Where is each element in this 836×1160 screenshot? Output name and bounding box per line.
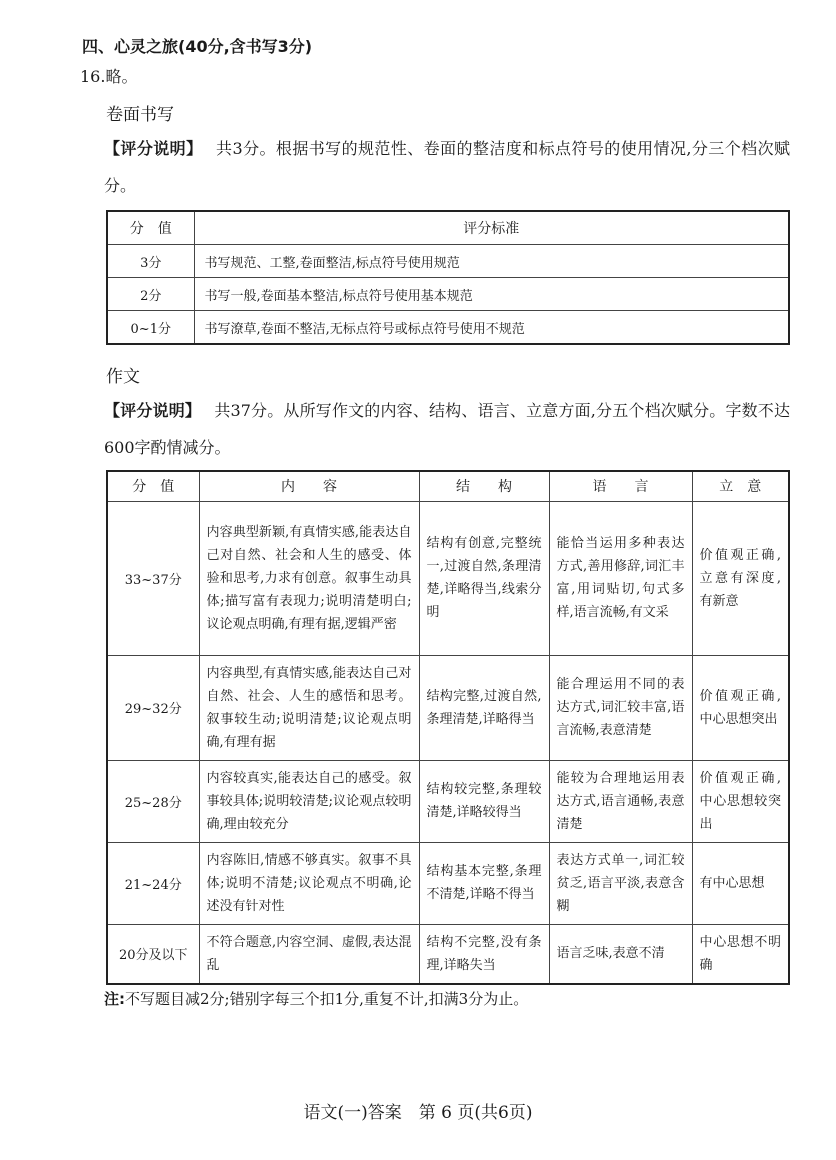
- theme-cell: [692, 842, 789, 924]
- question-16-answer: 16.略。: [80, 67, 138, 86]
- language-cell: [549, 842, 692, 924]
- language-cell: [549, 924, 692, 984]
- content-cell: [199, 760, 419, 842]
- table-row: [107, 760, 789, 842]
- header-score: 分 值: [107, 211, 194, 245]
- score-cell: 0~1分: [107, 311, 194, 345]
- structure-cell: [419, 924, 549, 984]
- header-criteria: 评分标准: [194, 211, 789, 245]
- content-cell: [199, 924, 419, 984]
- section-title: 四、心灵之旅(40分,含书写3分): [82, 37, 313, 56]
- content-text: 内容陈旧,情感不够真实。叙事不具体;说明不清楚;议论观点不明确,论述没有针对性: [206, 852, 412, 914]
- table-header-row: [107, 211, 789, 245]
- writing-heading: 卷面书写: [106, 105, 174, 125]
- table-row: [107, 842, 789, 924]
- content-text: 内容典型新颖,有真情实感,能表达自己对自然、社会和人生的感受、体验和思考,力求有创意。叙事生动具体;描写富有表现力;说明清楚明白;议论观点明确,有理有据,逻辑严密: [206, 524, 412, 632]
- structure-text: 结构不完整,没有条理,详略失当: [426, 934, 542, 973]
- theme-cell: [692, 760, 789, 842]
- header-theme: 立 意: [692, 471, 789, 501]
- theme-cell: [692, 655, 789, 760]
- structure-text: 结构较完整,条理较清楚,详略较得当: [426, 782, 542, 820]
- essay-heading: 作文: [106, 367, 140, 387]
- language-cell: [549, 760, 692, 842]
- table-row: [107, 311, 789, 345]
- table-row: [107, 501, 789, 655]
- writing-score-table: [106, 210, 790, 345]
- essay-note-label: 【评分说明】: [104, 401, 202, 420]
- theme-cell: [692, 924, 789, 984]
- essay-scoring-note: [104, 392, 790, 466]
- table-row: [107, 655, 789, 760]
- structure-text: 结构完整,过渡自然,条理清楚,详略得当: [426, 688, 542, 727]
- content-cell: [199, 501, 419, 655]
- language-cell: [549, 655, 692, 760]
- theme-text: 中心思想不明确: [699, 934, 781, 973]
- table-header-row: [107, 471, 789, 501]
- language-text: 表达方式单一,词汇较贫乏,语言平淡,表意含糊: [556, 852, 685, 914]
- score-cell: 3分: [107, 245, 194, 278]
- score-cell: 2分: [107, 278, 194, 311]
- structure-cell: [419, 760, 549, 842]
- score-cell: 20分及以下: [107, 924, 199, 984]
- theme-cell: [692, 501, 789, 655]
- footnote-text: 不写题目减2分;错别字每三个扣1分,重复不计,扣满3分为止。: [125, 990, 529, 1008]
- theme-text: 价值观正确,中心思想突出: [699, 688, 781, 727]
- header-content: 内 容: [199, 471, 419, 501]
- content-text: 内容典型,有真情实感,能表达自己对自然、社会、人生的感悟和思考。叙事较生动;说明清楚;议论观点明确,有理有据: [206, 665, 412, 750]
- table-row: [107, 278, 789, 311]
- theme-text: 价值观正确,立意有深度,有新意: [699, 547, 781, 609]
- content-cell: [199, 842, 419, 924]
- score-cell: 33~37分: [107, 501, 199, 655]
- score-cell: 21~24分: [107, 842, 199, 924]
- content-cell: [199, 655, 419, 760]
- language-text: 能合理运用不同的表达方式,词汇较丰富,语言流畅,表意清楚: [556, 677, 685, 738]
- criteria-cell: 书写一般,卷面基本整洁,标点符号使用基本规范: [194, 278, 789, 311]
- language-text: 语言乏味,表意不清: [556, 946, 665, 961]
- language-text: 能较为合理地运用表达方式,语言通畅,表意清楚: [556, 770, 685, 832]
- criteria-cell: 书写潦草,卷面不整洁,无标点符号或标点符号使用不规范: [194, 311, 789, 345]
- structure-cell: [419, 501, 549, 655]
- header-structure: 结 构: [419, 471, 549, 501]
- header-score: 分 值: [107, 471, 199, 501]
- theme-text: 价值观正确,中心思想较突出: [699, 770, 781, 832]
- score-cell: 25~28分: [107, 760, 199, 842]
- footnote: [104, 988, 528, 1009]
- language-text: 能恰当运用多种表达方式,善用修辞,词汇丰富,用词贴切,句式多样,语言流畅,有文采: [556, 536, 685, 620]
- structure-cell: [419, 655, 549, 760]
- language-cell: [549, 501, 692, 655]
- table-row: [107, 924, 789, 984]
- criteria-cell: 书写规范、工整,卷面整洁,标点符号使用规范: [194, 245, 789, 278]
- structure-text: 结构基本完整,条理不清楚,详略不得当: [426, 864, 542, 902]
- structure-text: 结构有创意,完整统一,过渡自然,条理清楚,详略得当,线索分明: [426, 536, 542, 620]
- essay-note-text: 共37分。从所写作文的内容、结构、语言、立意方面,分五个档次赋分。字数不达600字酌情减分。: [104, 401, 790, 457]
- header-language: 语 言: [549, 471, 692, 501]
- score-cell: 29~32分: [107, 655, 199, 760]
- structure-cell: [419, 842, 549, 924]
- writing-scoring-note: [104, 130, 790, 204]
- content-text: 内容较真实,能表达自己的感受。叙事较具体;说明较清楚;议论观点较明确,理由较充分: [206, 770, 412, 832]
- writing-note-label: 【评分说明】: [104, 139, 203, 158]
- page-footer: 语文(一)答案 第 6 页(共6页): [303, 1103, 533, 1123]
- table-row: [107, 245, 789, 278]
- theme-text: 有中心思想: [699, 875, 765, 891]
- footnote-label: 注:: [104, 990, 125, 1008]
- writing-note-text: 共3分。根据书写的规范性、卷面的整洁度和标点符号的使用情况,分三个档次赋分。: [104, 139, 790, 195]
- content-text: 不符合题意,内容空洞、虚假,表达混乱: [206, 934, 412, 973]
- essay-score-table: [106, 470, 790, 985]
